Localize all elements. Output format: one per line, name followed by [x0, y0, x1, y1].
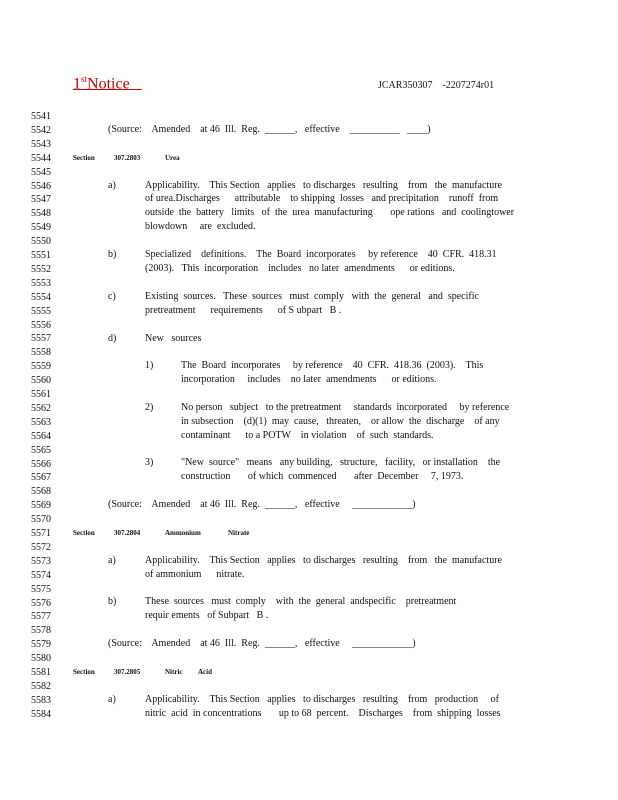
notice-base: 1 — [73, 75, 81, 93]
line-number: 5557 — [31, 333, 51, 345]
section-number-1: 307.2803 — [114, 154, 141, 162]
line-number: 5541 — [31, 111, 51, 122]
line-number: 5555 — [31, 305, 51, 317]
line-number: 5551 — [31, 250, 51, 261]
item-marker: a) — [108, 555, 116, 566]
line-number: 5567 — [31, 472, 51, 484]
line-number: 5550 — [31, 236, 51, 248]
paragraph-line: requir ements of Subpart B . — [145, 610, 269, 621]
item-marker: b) — [108, 596, 117, 607]
paragraph-line: in subsection (d)(1) may cause, threaten, or allow the discharge of any — [181, 416, 500, 427]
paragraph-line: nitric acid in concentrations up to 68 percent. Discharges from shipping losses — [145, 708, 501, 719]
paragraph-line: contaminant to a POTW in violation of such standards. — [181, 430, 434, 441]
paragraph-line: Applicability. This Section applies to discharges resulting from production of — [145, 694, 499, 705]
line-number: 5581 — [31, 667, 51, 678]
paragraph-line: incorporation includes no later amendments or editions. — [181, 374, 437, 385]
line-number: 5569 — [31, 500, 51, 512]
section-title-2b: Nitrate — [228, 529, 250, 537]
line-number: 5562 — [31, 402, 51, 414]
paragraph-line: of urea.Discharges attributable to shipping losses and precipitation runoff from — [145, 193, 499, 204]
item-marker: c) — [108, 291, 116, 302]
line-number: 5563 — [31, 416, 51, 428]
line-number: 5570 — [31, 514, 51, 526]
doc-id — [378, 80, 494, 91]
paragraph-line: of ammonium nitrate. — [145, 569, 245, 580]
paragraph-line: These sources must comply with the general andspecific pretreatment — [145, 596, 457, 607]
line-number: 5577 — [31, 611, 51, 623]
section-title-1: Urea — [165, 154, 180, 162]
paragraph-line: Existing sources. These sources must comply with the general and specific — [145, 291, 479, 302]
paragraph-line: The Board incorporates by reference 40 CFR. 418.36 (2003). This — [181, 360, 484, 371]
source-note-2: (Source: Amended at 46 Ill. Reg. ______, effective ____________) — [108, 499, 416, 510]
line-number: 5548 — [31, 208, 51, 220]
line-number: 5580 — [31, 653, 51, 665]
line-number: 5576 — [31, 597, 51, 609]
paragraph-line: No person subject to the pretreatment standards incorporated by reference — [181, 402, 510, 413]
source-note-1: (Source: Amended at 46 Ill. Reg. ______, effective __________ ____) — [108, 124, 431, 135]
line-number: 5556 — [31, 319, 51, 331]
line-number: 5583 — [31, 694, 51, 706]
line-number: 5574 — [31, 569, 51, 581]
doc-id-code: JCAR350307 — [378, 80, 433, 91]
line-number: 5571 — [31, 528, 51, 539]
notice-sup: st — [81, 74, 88, 84]
line-number: 5572 — [31, 541, 51, 553]
source-note-3: (Source: Amended at 46 Ill. Reg. ______, effective ____________) — [108, 638, 416, 649]
section-label-2: Section — [73, 529, 95, 537]
section-label-3: Section — [73, 668, 95, 676]
section-title-3a: Nitric — [165, 668, 183, 676]
paragraph-line: construction of which commenced after December 7, 1973. — [181, 471, 464, 482]
paragraph-line: blowdown are excluded. — [145, 221, 256, 232]
line-number: 5547 — [31, 194, 51, 206]
section-number-3: 307.2805 — [114, 668, 141, 676]
line-number: 5560 — [31, 375, 51, 387]
notice-title — [73, 74, 142, 93]
section-title-3b: Acid — [198, 668, 212, 676]
line-number: 5561 — [31, 389, 51, 400]
line-number: 5565 — [31, 444, 51, 456]
line-number: 5542 — [31, 124, 51, 136]
line-number: 5543 — [31, 138, 51, 150]
line-number: 5546 — [31, 180, 51, 192]
line-number: 5544 — [31, 152, 51, 164]
line-number: 5549 — [31, 222, 51, 234]
line-number: 5582 — [31, 680, 51, 692]
notice-word: Notice — [87, 75, 130, 93]
line-number: 5545 — [31, 166, 51, 178]
line-number: 5573 — [31, 555, 51, 567]
paragraph-line: New sources — [145, 333, 202, 344]
line-number: 5575 — [31, 583, 51, 595]
line-number: 5554 — [31, 291, 51, 303]
line-number: 5566 — [31, 458, 51, 470]
item-marker: 3) — [145, 457, 154, 468]
paragraph-line: Applicability. This Section applies to discharges resulting from the manufacture — [145, 555, 502, 566]
line-number: 5559 — [31, 361, 51, 373]
line-number: 5553 — [31, 277, 51, 289]
paragraph-line: "New source" means any building, structure, facility, or installation the — [181, 457, 501, 468]
line-number: 5578 — [31, 625, 51, 637]
item-marker: a) — [108, 694, 116, 705]
item-marker: a) — [108, 180, 116, 191]
line-number: 5552 — [31, 263, 51, 275]
item-marker: b) — [108, 249, 117, 260]
line-number: 5558 — [31, 347, 51, 359]
paragraph-line: (2003). This incorporation includes no later amendments or editions. — [145, 263, 455, 274]
line-number: 5579 — [31, 639, 51, 651]
paragraph-line: Applicability. This Section applies to discharges resulting from the manufacture — [145, 180, 502, 191]
line-number: 5584 — [31, 708, 51, 720]
paragraph-line: Specialized definitions. The Board incorporates by reference 40 CFR. 418.31 — [145, 249, 497, 260]
paragraph-line: outside the battery limits of the urea manufacturing ope rations and coolingtower — [145, 207, 515, 218]
section-label-1: Section — [73, 154, 95, 162]
item-marker: 2) — [145, 402, 154, 413]
section-number-2: 307.2804 — [114, 529, 141, 537]
doc-id-number: -2207274r01 — [442, 80, 495, 91]
item-marker: 1) — [145, 360, 154, 371]
item-marker: d) — [108, 333, 117, 344]
line-number: 5568 — [31, 486, 51, 498]
line-number: 5564 — [31, 430, 51, 442]
section-title-2a: Ammonium — [165, 529, 201, 537]
paragraph-line: pretreatment requirements of S ubpart B . — [145, 305, 342, 316]
